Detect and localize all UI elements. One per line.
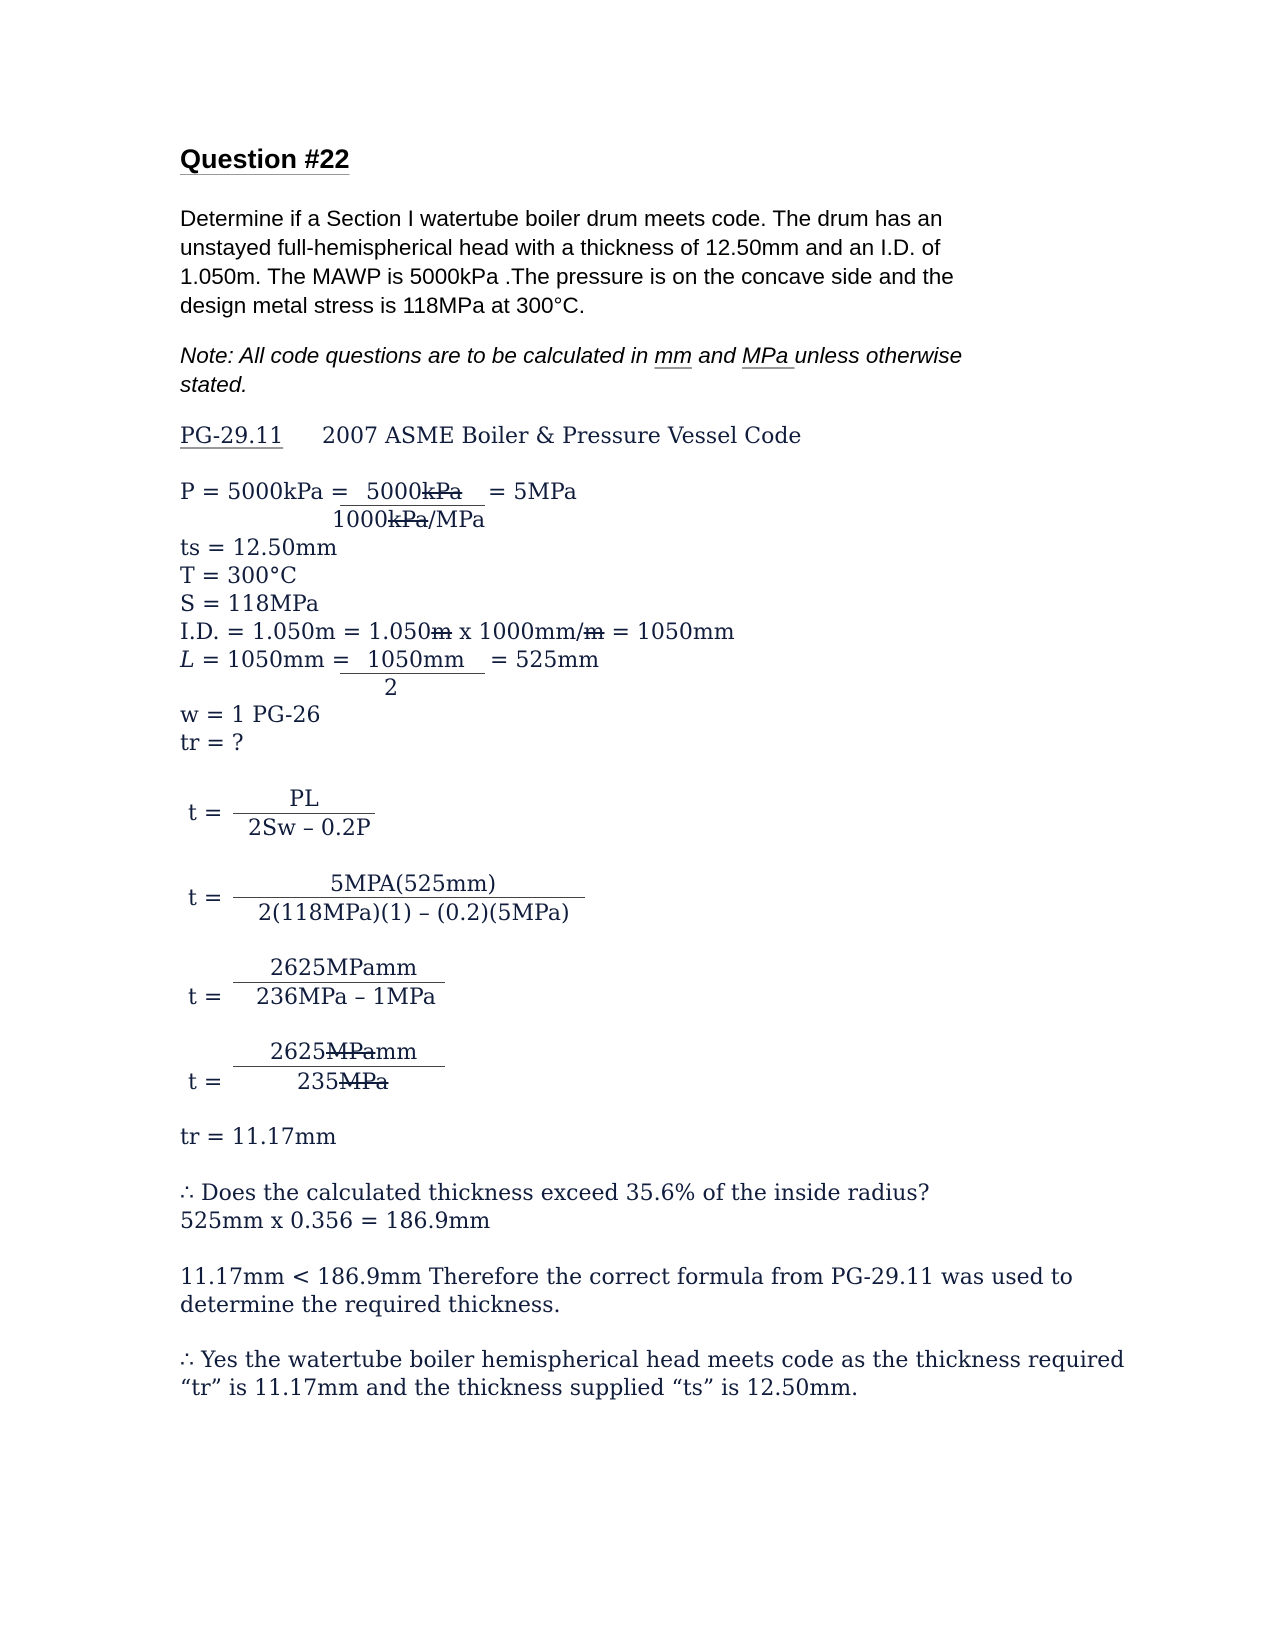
eq2-numerator: 5MPA(525mm): [330, 872, 497, 897]
eq3-denominator: 236MPa – 1MPa: [256, 985, 436, 1010]
question-paragraph: [180, 204, 954, 320]
given-inside-diameter: I.D. = 1.050m = 1.050m x 1000mm/m = 1050mm: [180, 620, 735, 645]
eq3-fraction-line: [233, 982, 445, 983]
required-thickness-result: tr = 11.17mm: [180, 1125, 337, 1150]
radius-denominator: 2: [384, 676, 398, 701]
pressure-denominator: 1000kPa/MPa: [332, 508, 486, 533]
radius-lhs: L = 1050mm =: [180, 648, 351, 673]
note-text-pre: Note: All code questions are to be calculated in: [180, 343, 655, 368]
question-line-4: design metal stress is 118MPa at 300°C.: [180, 293, 586, 318]
weld-factor: w = 1 PG-26: [180, 703, 321, 728]
radius-rhs: = 525mm: [490, 648, 600, 673]
given-stress: S = 118MPa: [180, 592, 319, 617]
radius-fraction-line: [340, 673, 485, 674]
required-thickness-unknown: tr = ?: [180, 731, 244, 756]
conclusion-line-2: “tr” is 11.17mm and the thickness supplied “ts” is 12.50mm.: [180, 1376, 859, 1401]
note-line-2: stated.: [180, 372, 248, 397]
comparison-line-1: 11.17mm < 186.9mm Therefore the correct formula from PG-29.11 was used to: [180, 1265, 1073, 1290]
question-line-1: Determine if a Section I watertube boiler drum meets code. The drum has an: [180, 206, 943, 231]
eq4-fraction-line: [233, 1066, 445, 1067]
code-section-ref: PG-29.11: [180, 424, 284, 449]
pressure-rhs: = 5MPa: [488, 480, 577, 505]
eq4-denominator: 235MPa: [297, 1070, 389, 1095]
pressure-fraction-line: [340, 505, 485, 506]
question-line-2: unstayed full-hemispherical head with a thickness of 12.50mm and an I.D. of: [180, 235, 941, 260]
note-paragraph: [180, 341, 962, 399]
eq2-lhs: t =: [188, 886, 223, 911]
eq1-denominator: 2Sw – 0.2P: [248, 816, 371, 841]
page-title: Question #22: [180, 144, 350, 174]
radius-check-calc: 525mm x 0.356 = 186.9mm: [180, 1209, 491, 1234]
radius-check-question: ∴ Does the calculated thickness exceed 35.6% of the inside radius?: [180, 1181, 930, 1206]
pressure-numerator: 5000kPa: [366, 480, 463, 505]
note-unit-mm: mm: [654, 343, 692, 368]
note-text-post: unless otherwise: [794, 343, 963, 368]
eq2-denominator: 2(118MPa)(1) – (0.2)(5MPa): [258, 901, 570, 926]
eq2-fraction-line: [233, 897, 585, 898]
comparison-line-2: determine the required thickness.: [180, 1293, 561, 1318]
eq1-numerator: PL: [289, 787, 319, 812]
eq4-numerator: 2625MPamm: [270, 1040, 418, 1065]
eq1-lhs: t =: [188, 801, 223, 826]
eq3-lhs: t =: [188, 985, 223, 1010]
conclusion-line-1: ∴ Yes the watertube boiler hemispherical head meets code as the thickness required: [180, 1348, 1125, 1373]
eq3-numerator: 2625MPamm: [270, 956, 418, 981]
question-line-3: 1.050m. The MAWP is 5000kPa .The pressure is on the concave side and the: [180, 264, 954, 289]
eq4-lhs: t =: [188, 1070, 223, 1095]
note-unit-mpa: MPa: [742, 343, 795, 368]
code-book-title: 2007 ASME Boiler & Pressure Vessel Code: [322, 424, 802, 449]
note-text-and: and: [691, 343, 743, 368]
eq1-fraction-line: [233, 813, 375, 814]
given-ts: ts = 12.50mm: [180, 536, 338, 561]
radius-numerator: 1050mm: [367, 648, 465, 673]
given-temperature: T = 300°C: [180, 564, 297, 589]
pressure-lhs: P = 5000kPa =: [180, 480, 349, 505]
